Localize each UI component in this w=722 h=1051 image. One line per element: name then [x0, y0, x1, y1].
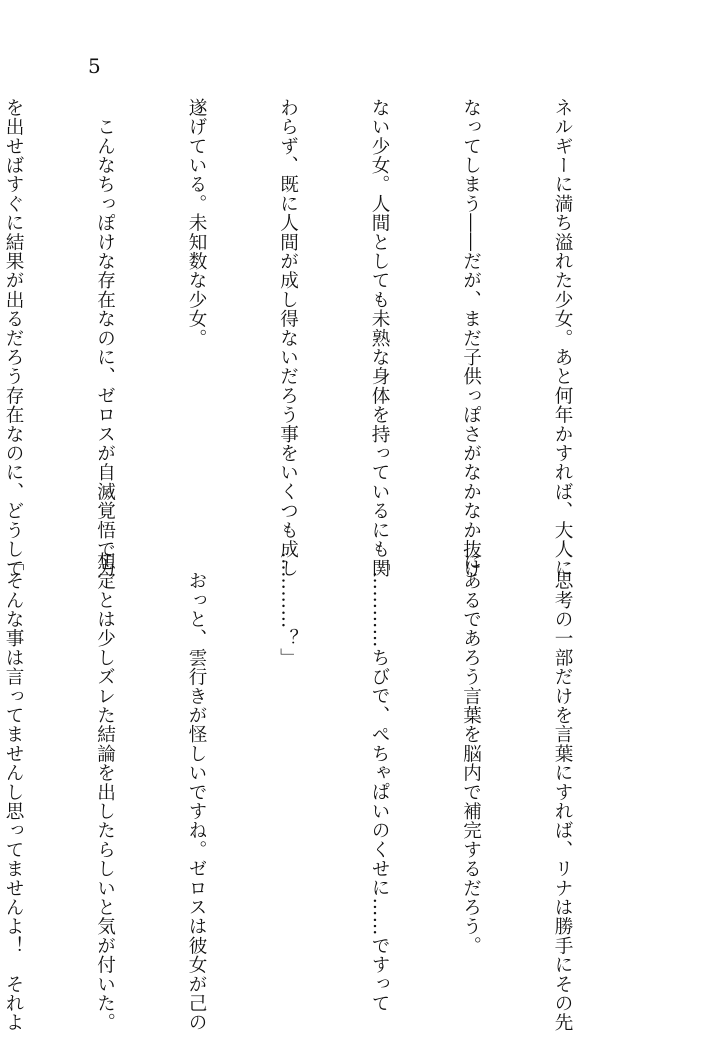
text-line: 想定とは少しズレた結論を出したらしいと気が付いた。 — [94, 552, 116, 1032]
text-block-lower — [0, 552, 638, 1032]
text-line: なってしまう――だが、まだ子供っぽさがなかなか抜け — [460, 98, 482, 578]
text-line: にあるであろう言葉を脳内で補完するだろう。 — [460, 552, 482, 956]
text-line: ない少女。人間としても未熟な身体を持っているにも関 — [369, 98, 390, 578]
text-line: を出せばすぐに結果が出るだろう存在なのに、どうして — [3, 98, 24, 578]
text-block-upper — [0, 98, 638, 578]
text-line: 思考の一部だけを言葉にすれば、リナは勝手にその先 — [552, 552, 573, 1032]
text-line: 「…………ちびで、ぺちゃぱいのくせに……ですって — [369, 552, 390, 1013]
page-number: 5 — [88, 54, 101, 78]
text-line: ネルギーに満ち溢れた少女。あと何年かすれば、大人に — [552, 98, 573, 578]
text-line: おっと、雲行きが怪しいですね。ゼロスは彼女が己の — [186, 552, 207, 1032]
text-line: 遂げている。未知数な少女。 — [186, 98, 207, 348]
text-line: こんなちっぽけな存在なのに、ゼロスが自滅覚悟で力 — [94, 98, 116, 578]
text-line: …………？」 — [277, 552, 299, 668]
text-line: 「そんな事は言ってませんし思ってませんよ！ それよ — [3, 552, 24, 1032]
text-line: わらず、既に人間が成し得ないだろう事をいくつも成し — [277, 98, 299, 578]
